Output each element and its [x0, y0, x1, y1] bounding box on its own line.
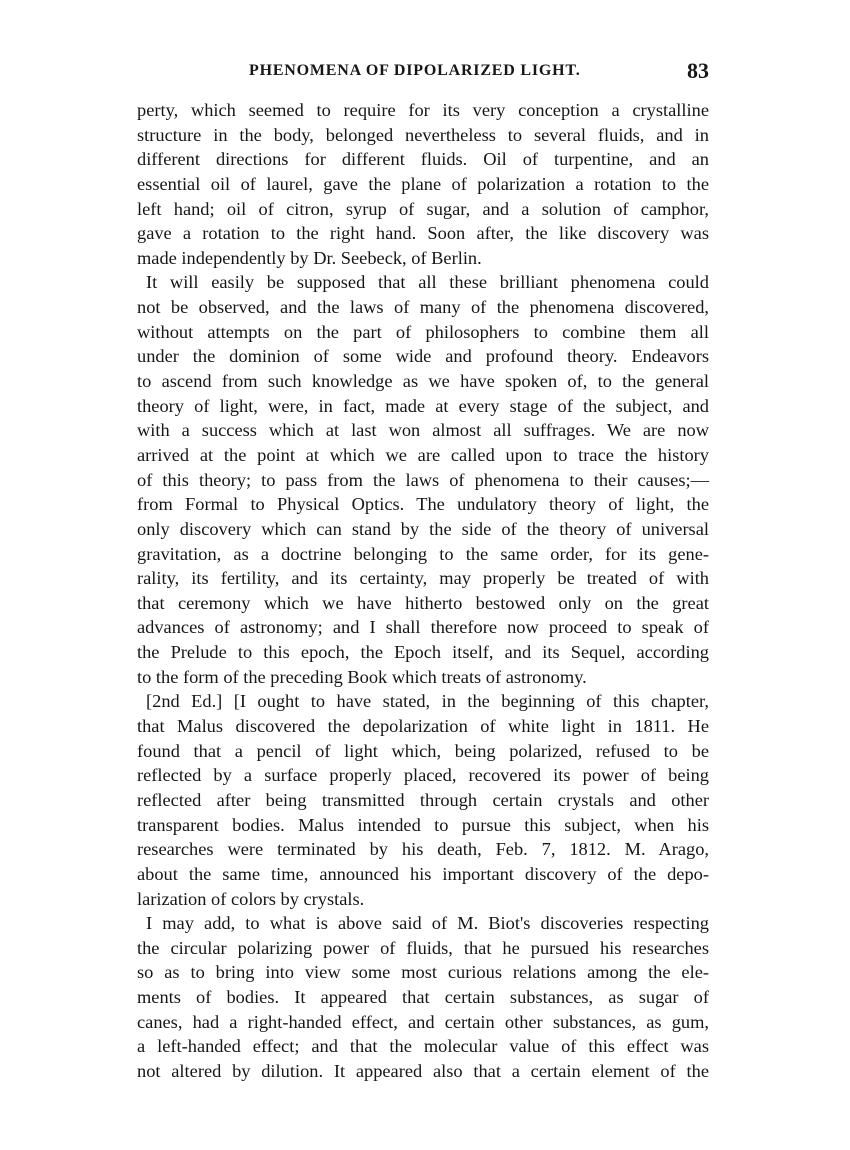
text-line: perty, which seemed to require for its very conception a crystalline	[137, 100, 709, 120]
text-line: not be observed, and the laws of many of the phenomena discovered,	[137, 297, 709, 318]
text-line: left hand; oil of citron, syrup of sugar, and a solution of camphor,	[137, 198, 709, 219]
text-line: gravitation, as a doctrine belonging to the same order, for its gene-	[137, 543, 709, 564]
text-line: that Malus discovered the depolarization of white light in 1811. He	[137, 716, 709, 737]
text-line: gave a rotation to the right hand. Soon after, the like discovery was	[137, 223, 709, 244]
text-line: reflected by a surface properly placed, recovered its power of being	[137, 765, 709, 786]
text-line: about the same time, announced his important discovery of the depo-	[137, 863, 709, 884]
text-line: with a success which at last won almost all suffrages. We are now	[137, 420, 709, 441]
running-title: PHENOMENA OF DIPOLARIZED LIGHT.	[249, 62, 581, 79]
text-line: structure in the body, belonged nevertheless to several fluids, and in	[137, 124, 709, 145]
text-line: [2nd Ed.] [I ought to have stated, in the beginning of this chapter,	[146, 691, 709, 712]
running-head	[137, 58, 709, 88]
text-line: to the form of the preceding Book which treats of astronomy.	[137, 666, 587, 687]
text-line: under the dominion of some wide and profound theory. Endeavors	[137, 346, 709, 367]
text-line: to ascend from such knowledge as we have spoken of, to the general	[137, 371, 709, 392]
page-number: 83	[687, 58, 709, 83]
text-line: a left-handed effect; and that the molecular value of this effect was	[137, 1036, 709, 1057]
text-line: arrived at the point at which we are called upon to trace the history	[137, 444, 709, 465]
text-line: so as to bring into view some most curious relations among the ele-	[137, 962, 709, 983]
text-line: from Formal to Physical Optics. The undulatory theory of light, the	[137, 494, 709, 515]
paragraph	[137, 98, 709, 270]
text-line: without attempts on the part of philosophers to combine them all	[137, 321, 709, 342]
paragraph	[137, 689, 709, 911]
body-text	[137, 98, 709, 1084]
text-line: that ceremony which we have hitherto bestowed only on the great	[137, 592, 709, 613]
text-line: theory of light, were, in fact, made at every stage of the subject, and	[137, 395, 709, 416]
text-line: researches were terminated by his death, Feb. 7, 1812. M. Arago,	[137, 839, 709, 860]
text-line: rality, its fertility, and its certainty, may properly be treated of with	[137, 568, 709, 589]
text-line: reflected after being transmitted through certain crystals and other	[137, 789, 709, 810]
text-line: found that a pencil of light which, being polarized, refused to be	[137, 740, 709, 761]
paragraph	[137, 911, 709, 1083]
text-line: I may add, to what is above said of M. Biot's discoveries respecting	[146, 913, 709, 934]
text-line: the Prelude to this epoch, the Epoch itself, and its Sequel, according	[137, 642, 709, 663]
text-line: transparent bodies. Malus intended to pursue this subject, when his	[137, 814, 709, 835]
text-line: essential oil of laurel, gave the plane of polarization a rotation to the	[137, 173, 709, 194]
text-line: made independently by Dr. Seebeck, of Berlin.	[137, 247, 482, 268]
text-line: the circular polarizing power of fluids, that he pursued his researches	[137, 937, 709, 958]
text-line: advances of astronomy; and I shall therefore now proceed to speak of	[137, 617, 709, 638]
paragraph	[137, 270, 709, 689]
text-line: different directions for different fluids. Oil of turpentine, and an	[137, 149, 709, 170]
text-line: It will easily be supposed that all these brilliant phenomena could	[146, 272, 709, 293]
text-line: only discovery which can stand by the side of the theory of universal	[137, 518, 709, 539]
text-line: larization of colors by crystals.	[137, 888, 365, 909]
text-line: ments of bodies. It appeared that certain substances, as sugar of	[137, 987, 709, 1008]
text-line: of this theory; to pass from the laws of phenomena to their causes;—	[137, 469, 709, 490]
text-line: not altered by dilution. It appeared also that a certain element of the	[137, 1060, 709, 1081]
text-line: canes, had a right-handed effect, and certain other substances, as gum,	[137, 1011, 709, 1032]
